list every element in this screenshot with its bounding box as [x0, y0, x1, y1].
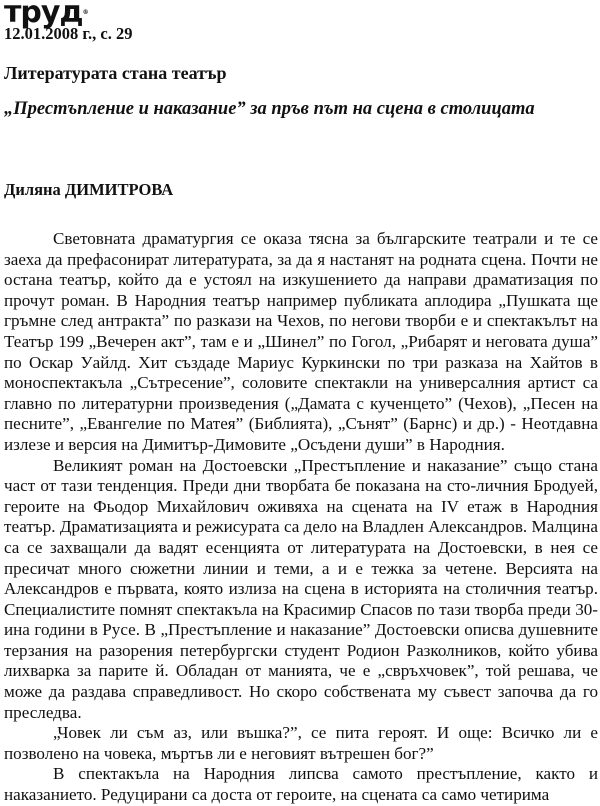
article-author: Диляна ДИМИТРОВА — [4, 180, 174, 199]
article-paragraph: Великият роман на Достоевски „Престъпление и наказание” също стана част от тази тенденция. Преди дни творбата бе показана на сто-личния Бродуей, героите на Фьодор Михайлович оживяха на сцената на IV етаж в Народния театър. Драматизацията и режисурата са дело на Владлен Александров. Малцина са се захващали да вадят есенцията от литературата на Достоевски, в нея се пресичат много сюжетни линии и теми, а и е тежка за четене. Версията на Александров е първата, която излиза на сцена в историята на столичния театър. Специалистите помнят спектакъла на Красимир Спасов по тази творба преди 30-ина години в Русе. В „Престъпление и наказание” Достоевски описва душевните терзания на разорения петербургски студент Родион Разколников, който убива лихварка за парите й. Обладан от манията, че е „свръхчовек”, той решава, че може да раздава справедливост. Но скоро собствената му съвест започва да го преследва. — [4, 455, 598, 722]
article-body — [4, 229, 598, 806]
article-headline: „Престъпление и наказание” за пръв път на сцена в столицата — [4, 99, 535, 119]
publication-dateline: 12.01.2008 г., с. 29 — [4, 24, 133, 43]
logo-text: труд — [4, 0, 83, 30]
article-paragraph: В спектакъла на Народния липсва самото престъпление, както и наказанието. Редуцирани са доста от героите, на сцената са само четирима — [4, 764, 598, 805]
article-paragraph: Световната драматургия се оказа тясна за българските театрали и те се заеха да префасонират литературата, за да я настанят на родната сцена. Почти не остана театър, който да е устоял на изкушението да направи драматизация по прочут роман. В Народния театър например публиката аплодира „Пушката ще гръмне след антракта” по разкази на Чехов, по негови творби е и спектакълът на Театър 199 „Вечерен акт”, там е и „Шинел” по Гогол, „Рибарят и неговата душа” по Оскар Уайлд. Хит създаде Мариус Куркински по три разказа на Хайтов в моноспектакъла „Сътресение”, соловите спектакли на универсалния артист са главно по литературни произведения („Дамата с кученцето” (Чехов), „Песен на песните”, „Евангелие по Матея” (Библията), „Сънят” (Барнс) и др.) - Неотдавна излезе и версия на Димитър-Димовите „Осъдени души” в Народния. — [4, 229, 598, 454]
article-paragraph: „Човек ли съм аз, или въшка?”, се пита героят. И още: Всичко ли е позволено на човека, мъртъв ли е неговият вътрешен бог?” — [4, 723, 598, 763]
registered-mark-icon: ® — [82, 9, 88, 16]
section-title: Литературата стана театър — [4, 63, 227, 83]
